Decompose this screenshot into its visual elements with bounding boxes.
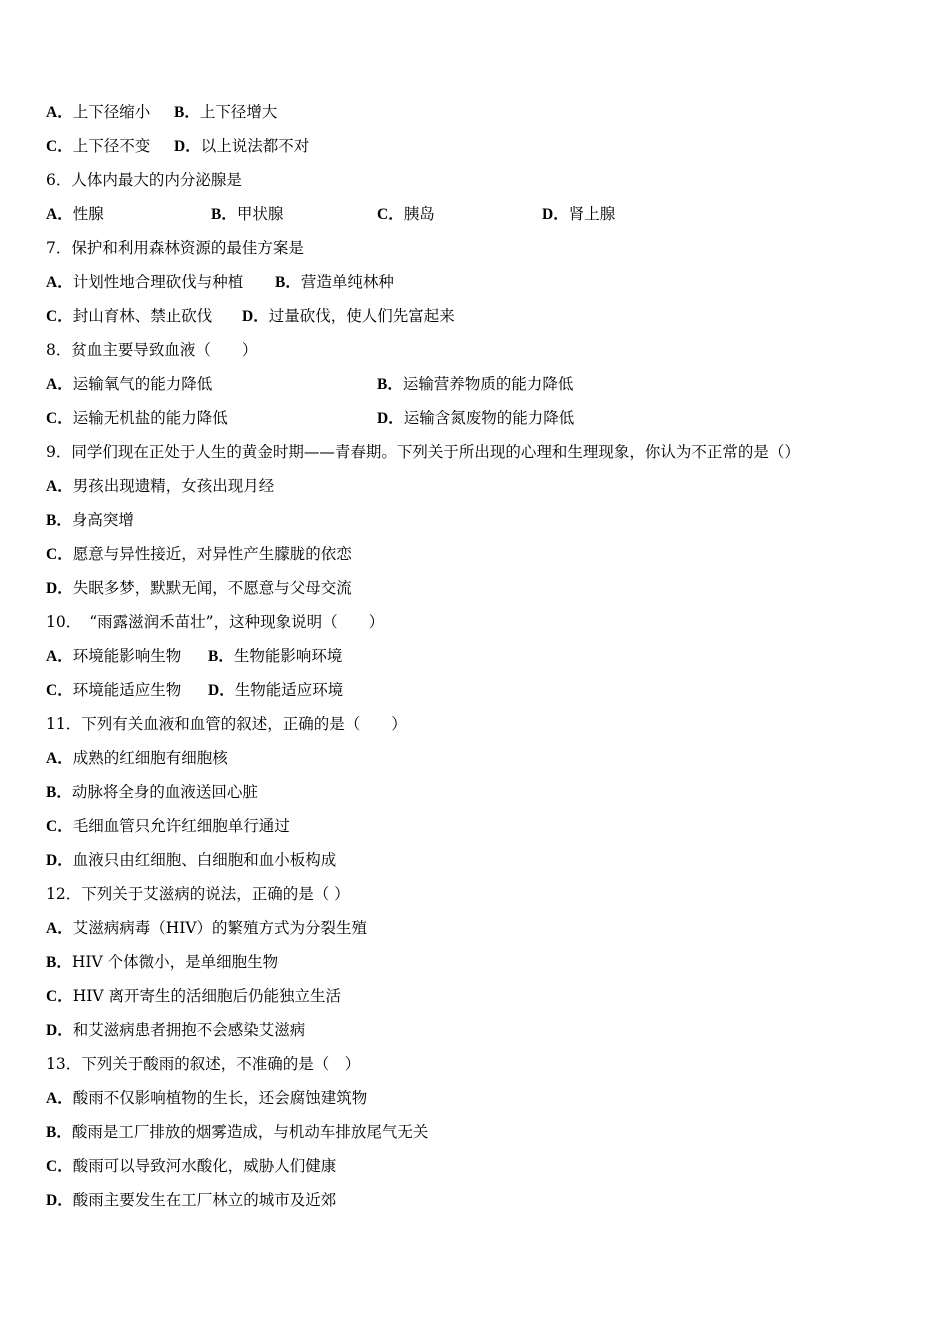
option-text: 酸雨可以导致河水酸化，威胁人们健康 (72, 1157, 337, 1175)
q7-option-d (242, 301, 455, 332)
option-label: B． (46, 954, 72, 971)
option-text: 上下径不变 (72, 137, 151, 155)
option-text: 营造单纯林种 (300, 273, 394, 291)
option-label: C． (46, 308, 73, 325)
q13-option-b (46, 1117, 428, 1147)
option-text: 生物能适应环境 (234, 681, 344, 699)
option-text: 失眠多梦，默默无闻，不愿意与父母交流 (72, 579, 352, 597)
q6-option-b (211, 199, 283, 230)
option-text: 运输含氮废物的能力降低 (403, 409, 575, 427)
question-text: 下列有关血液和血管的叙述，正确的是（ ） (81, 715, 407, 733)
option-label: B． (377, 376, 403, 393)
question-number: 12． (46, 885, 82, 903)
q11-stem (46, 709, 407, 739)
option-text: 愿意与异性接近，对异性产生朦胧的依恋 (72, 545, 352, 563)
option-text: 艾滋病病毒（HIV）的繁殖方式为分裂生殖 (72, 919, 368, 937)
option-label: B． (174, 104, 200, 121)
option-label: C． (46, 546, 73, 563)
q9-option-a (46, 471, 274, 501)
q13-stem (46, 1049, 360, 1079)
option-text: 环境能适应生物 (72, 681, 182, 699)
q13-option-a (46, 1083, 367, 1113)
q9-stem (46, 437, 800, 467)
option-text: 计划性地合理砍伐与种植 (72, 273, 244, 291)
option-label: D． (208, 682, 235, 699)
q13-option-c (46, 1151, 336, 1181)
option-label: A． (46, 648, 73, 665)
q11-option-d (46, 845, 336, 875)
option-label: D． (174, 138, 201, 155)
option-label: B． (211, 206, 237, 223)
q12-option-a (46, 913, 367, 943)
question-text: 下列关于酸雨的叙述，不准确的是（ ） (81, 1055, 361, 1073)
option-label: C． (46, 138, 73, 155)
option-label: C． (46, 1158, 73, 1175)
q10-stem (46, 607, 384, 637)
option-text: 环境能影响生物 (72, 647, 182, 665)
option-label: A． (46, 376, 73, 393)
q12-option-d (46, 1015, 305, 1045)
q8-option-a (46, 369, 212, 400)
option-text: 运输无机盐的能力降低 (72, 409, 228, 427)
q8-option-b (377, 369, 573, 400)
question-number: 10． (46, 613, 82, 631)
q11-option-a (46, 743, 228, 773)
question-number: 9． (46, 443, 72, 461)
option-label: D． (242, 308, 269, 325)
q6-option-d (542, 199, 615, 230)
question-text: “雨露滋润禾苗壮”，这种现象说明（ ） (89, 613, 385, 631)
option-text: HIV 离开寄生的活细胞后仍能独立生活 (72, 987, 341, 1005)
option-text: 运输氧气的能力降低 (72, 375, 213, 393)
option-text: 以上说法都不对 (200, 137, 310, 155)
question-text: 贫血主要导致血液（ ） (71, 341, 258, 359)
option-text: 酸雨主要发生在工厂林立的城市及近郊 (72, 1191, 337, 1209)
q8-option-d (377, 403, 574, 434)
q6-stem (46, 165, 242, 195)
q5-option-a (46, 97, 150, 128)
option-text: 过量砍伐，使人们先富起来 (268, 307, 455, 325)
option-label: A． (46, 206, 73, 223)
q12-option-b (46, 947, 278, 977)
option-label: A． (46, 478, 73, 495)
option-label: B． (275, 274, 301, 291)
option-label: D． (46, 1192, 73, 1209)
q7-option-c (46, 301, 212, 332)
question-text: 下列关于艾滋病的说法，正确的是（ ） (81, 885, 350, 903)
option-label: B． (46, 512, 72, 529)
q9-option-b (46, 505, 134, 535)
q8-stem (46, 335, 257, 365)
option-text: 血液只由红细胞、白细胞和血小板构成 (72, 851, 337, 869)
q12-option-c (46, 981, 341, 1011)
option-text: 封山育林、禁止砍伐 (72, 307, 213, 325)
option-text: 酸雨不仅影响植物的生长，还会腐蚀建筑物 (72, 1089, 368, 1107)
option-text: 上下径增大 (199, 103, 278, 121)
q11-option-c (46, 811, 290, 841)
q10-option-c (46, 675, 181, 706)
option-label: A． (46, 274, 73, 291)
option-text: 身高突增 (71, 511, 134, 529)
q10-option-d (208, 675, 343, 706)
question-text: 同学们现在正处于人生的黄金时期——青春期。下列关于所出现的心理和生理现象，你认为不正常的是（） (71, 443, 800, 461)
q9-option-c (46, 539, 352, 569)
q5-option-c (46, 131, 150, 162)
question-number: 8． (46, 341, 72, 359)
option-text: 甲状腺 (236, 205, 284, 223)
option-text: 毛细血管只允许红细胞单行通过 (72, 817, 290, 835)
q13-option-d (46, 1185, 336, 1215)
option-label: C． (46, 818, 73, 835)
q7-option-b (275, 267, 394, 298)
option-label: C． (46, 410, 73, 427)
option-label: B． (208, 648, 234, 665)
q10-option-a (46, 641, 181, 672)
q10-option-b (208, 641, 342, 672)
option-text: 运输营养物质的能力降低 (402, 375, 574, 393)
option-text: 动脉将全身的血液送回心脏 (71, 783, 258, 801)
question-text: 保护和利用森林资源的最佳方案是 (71, 239, 304, 257)
option-label: D． (46, 852, 73, 869)
option-label: B． (46, 784, 72, 801)
q8-option-c (46, 403, 228, 434)
question-number: 13． (46, 1055, 82, 1073)
question-text: 人体内最大的内分泌腺是 (71, 171, 242, 189)
q6-option-a (46, 199, 104, 230)
option-label: C． (46, 988, 73, 1005)
option-text: 生物能影响环境 (233, 647, 343, 665)
option-text: 上下径缩小 (72, 103, 151, 121)
question-number: 6． (46, 171, 72, 189)
q9-option-d (46, 573, 352, 603)
option-text: 酸雨是工厂排放的烟雾造成，与机动车排放尾气无关 (71, 1123, 429, 1141)
option-text: HIV 个体微小，是单细胞生物 (71, 953, 279, 971)
option-text: 和艾滋病患者拥抱不会感染艾滋病 (72, 1021, 306, 1039)
option-text: 成熟的红细胞有细胞核 (72, 749, 228, 767)
option-text: 性腺 (72, 205, 104, 223)
question-number: 7． (46, 239, 72, 257)
q12-stem (46, 879, 350, 909)
option-label: A． (46, 920, 73, 937)
option-label: D． (542, 206, 569, 223)
q11-option-b (46, 777, 258, 807)
option-label: A． (46, 750, 73, 767)
option-label: B． (46, 1124, 72, 1141)
option-label: A． (46, 1090, 73, 1107)
question-number: 11． (46, 715, 82, 733)
option-label: A． (46, 104, 73, 121)
option-text: 肾上腺 (568, 205, 616, 223)
option-label: D． (46, 580, 73, 597)
q7-option-a (46, 267, 243, 298)
option-label: C． (377, 206, 404, 223)
option-text: 男孩出现遗精，女孩出现月经 (72, 477, 275, 495)
option-label: D． (46, 1022, 73, 1039)
option-label: D． (377, 410, 404, 427)
q7-stem (46, 233, 304, 263)
q5-option-d (174, 131, 309, 162)
q5-option-b (174, 97, 277, 128)
option-text: 胰岛 (403, 205, 435, 223)
option-label: C． (46, 682, 73, 699)
q6-option-c (377, 199, 435, 230)
